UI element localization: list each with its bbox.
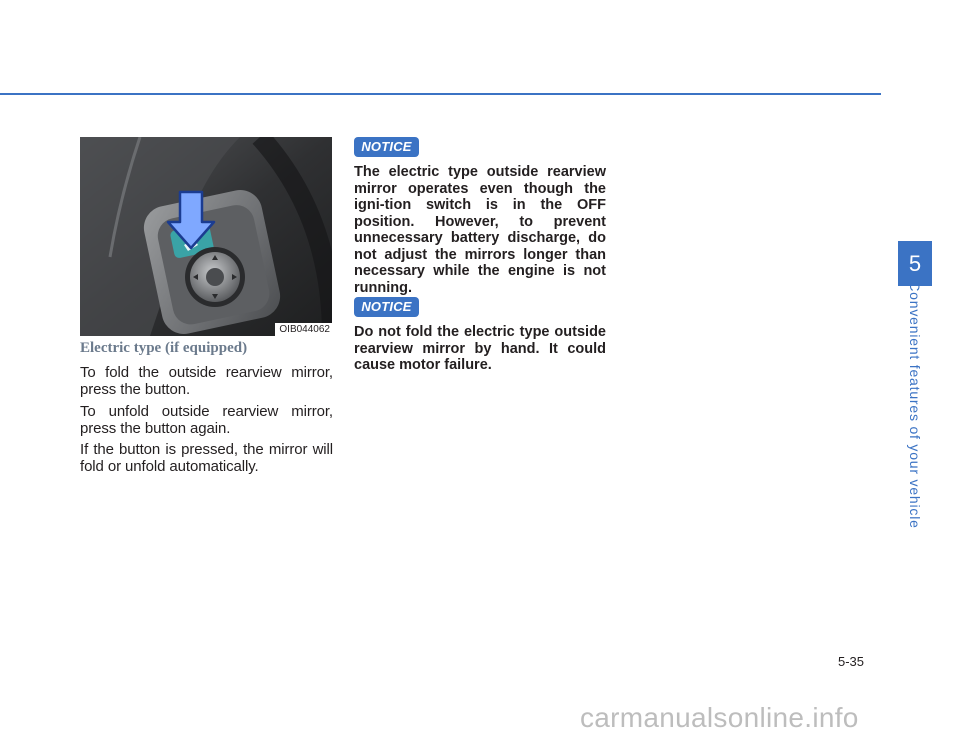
paragraph-automatic: If the button is pressed, the mirror will fold or unfold automatically. [80,441,333,475]
section-heading: Electric type (if equipped) [80,340,248,356]
notice-badge: NOTICE [354,137,419,157]
chapter-number-tab: 5 [898,241,932,286]
notice-text: Do not fold the electric type outside rearview mirror by hand. It could cause motor failure. [354,324,606,373]
paragraph-fold: To fold the outside rearview mirror, press the button. [80,364,333,398]
watermark-text: carmanualsonline.info [580,702,859,733]
page-number: 5-35 [838,654,865,669]
header-rule [0,93,881,95]
mirror-switch-illustration [80,137,332,336]
notice-badge: NOTICE [354,297,419,317]
figure-code: OIB044062 [275,323,332,336]
paragraph-unfold: To unfold outside rearview mirror, press the button again. [80,403,333,437]
mirror-control-photo [80,137,332,336]
notice-text: The electric type outside rearview mirror operates even though the igni-tion switch is in the OFF position. However, to prevent unnecessary battery discharge, do not adjust the mirrors longer than necessary while the engine is not running. [354,164,606,296]
chapter-title: Convenient features of your vehicle [907,281,923,529]
